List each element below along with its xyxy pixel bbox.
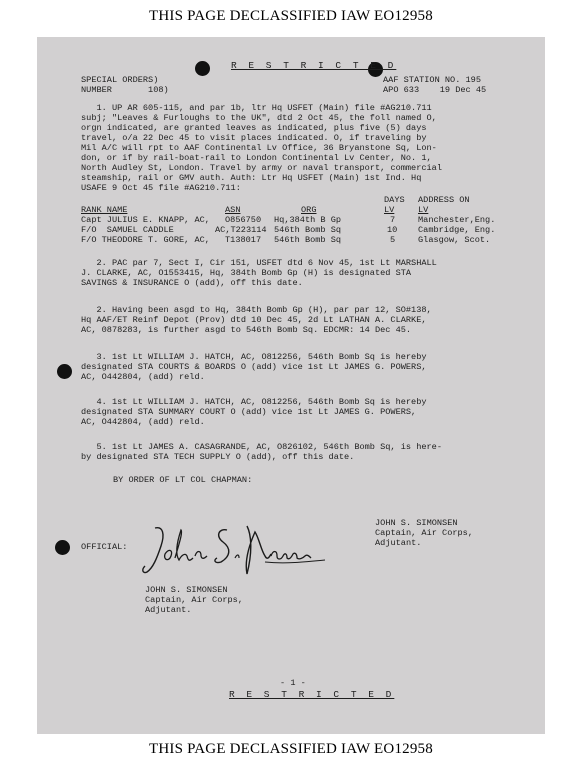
table-cell-org: 546th Bomb Sq <box>274 225 342 235</box>
text-line: Hq AAF/ET Reinf Depot (Prov) dtd 10 Dec 45, 2d Lt LATHAN A. CLARKE, <box>81 315 427 325</box>
table-cell-asn: O856750 <box>225 215 262 225</box>
signer-rank-left: Captain, Air Corps, <box>145 595 243 605</box>
signer-title-left: Adjutant. <box>145 605 192 615</box>
text-line: SAVINGS & INSURANCE O (add), off this date. <box>81 278 303 288</box>
punch-hole <box>57 364 72 379</box>
table-cell-days: 5 <box>390 235 396 245</box>
handwritten-signature <box>135 520 335 582</box>
text-line: travel, o/a 22 Dec 45 to visit places indicated. O, if traveling by <box>81 133 427 143</box>
text-line: orgn indicated, are granted leaves as indicated, plus five (5) days <box>81 123 427 133</box>
text-line: 2. PAC par 7, Sect I, Cir 151, USFET dtd 6 Nov 45, 1st Lt MARSHALL <box>81 258 437 268</box>
table-cell-rank-name: F/O SAMUEL CADDLE <box>81 225 174 235</box>
table-cell-rank-name: Capt JULIUS E. KNAPP, AC, <box>81 215 210 225</box>
orders-number: NUMBER 108) <box>81 85 169 95</box>
declassified-banner-top: THIS PAGE DECLASSIFIED IAW EO12958 <box>149 8 433 24</box>
apo-date: APO 633 19 Dec 45 <box>383 85 487 95</box>
text-line: AC, 0878283, is further asgd to 546th Bomb Sq. EDCMR: 14 Dec 45. <box>81 325 412 335</box>
classification-header: R E S T R I C T E D <box>231 60 397 71</box>
text-line: subj; "Leaves & Furloughs to the UK", dtd 2 Oct 45, the foll named O, <box>81 113 437 123</box>
paragraph-6 <box>81 442 442 462</box>
punch-hole <box>55 540 70 555</box>
official-label: OFFICIAL: <box>81 542 128 552</box>
signer-title-right: Adjutant. <box>375 538 422 548</box>
table-cell-asn: AC,T223114 <box>215 225 267 235</box>
col-asn: ASN <box>225 205 241 215</box>
signer-name-right: JOHN S. SIMONSEN <box>375 518 458 528</box>
punch-hole <box>195 61 210 76</box>
table-cell-address: Manchester,Eng. <box>418 215 496 225</box>
table-cell-org: Hq,384th B Gp <box>274 215 342 225</box>
table-cell-org: 546th Bomb Sq <box>274 235 342 245</box>
page-number: - 1 - <box>280 678 306 688</box>
table-cell-days: 10 <box>387 225 398 235</box>
days-header: DAYS <box>384 195 405 205</box>
text-line: designated STA SUMMARY COURT O (add) vice 1st Lt JAMES G. POWERS, <box>81 407 417 417</box>
paragraph-2 <box>81 258 437 288</box>
station-label: AAF STATION NO. 195 <box>383 75 481 85</box>
text-line: J. CLARKE, AC, O1553415, Hq, 384th Bomb Gp (H) is designated STA <box>81 268 412 278</box>
paragraph-3 <box>81 305 432 335</box>
col-address-lv: LV <box>418 205 429 215</box>
declassified-banner-bottom: THIS PAGE DECLASSIFIED IAW EO12958 <box>149 741 433 757</box>
text-line: AC, O442804, (add) reld. <box>81 372 205 382</box>
text-line: 2. Having been asgd to Hq, 384th Bomb Gp (H), par par 12, SO#138, <box>81 305 432 315</box>
text-line: don, or if by rail-boat-rail to London Continental Lv Center, No. 1, <box>81 153 432 163</box>
table-cell-address: Glasgow, Scot. <box>418 235 491 245</box>
classification-footer: R E S T R I C T E D <box>229 689 395 700</box>
text-line: by designated STA TECH SUPPLY O (add), off this date. <box>81 452 355 462</box>
text-line: North Audley St, London. Travel by army or naval transport, commercial <box>81 163 442 173</box>
paragraph-5 <box>81 397 427 427</box>
table-cell-asn: T138017 <box>225 235 262 245</box>
paragraph-1 <box>81 103 442 193</box>
text-line: 4. 1st Lt WILLIAM J. HATCH, AC, O812256, 546th Bomb Sq is hereby <box>81 397 427 407</box>
table-cell-rank-name: F/O THEODORE T. GORE, AC, <box>81 235 210 245</box>
col-days-lv: LV <box>384 205 395 215</box>
paragraph-4 <box>81 352 427 382</box>
table-cell-days: 7 <box>390 215 396 225</box>
text-line: designated STA COURTS & BOARDS O (add) vice 1st Lt JAMES G. POWERS, <box>81 362 427 372</box>
signer-rank-right: Captain, Air Corps, <box>375 528 473 538</box>
table-cell-address: Cambridge, Eng. <box>418 225 496 235</box>
text-line: 1. UP AR 605-115, and par 1b, ltr Hq USFET (Main) file #AG210.711 <box>81 103 432 113</box>
text-line: Mil A/C will rpt to AAF Continental Lv Office, 36 Bryanstone Sq, Lon- <box>81 143 437 153</box>
text-line: 5. 1st Lt JAMES A. CASAGRANDE, AC, O826102, 546th Bomb Sq, is here- <box>81 442 442 452</box>
col-rank-name: RANK NAME <box>81 205 128 215</box>
text-line: 3. 1st Lt WILLIAM J. HATCH, AC, O812256, 546th Bomb Sq is hereby <box>81 352 427 362</box>
document-page <box>37 37 545 734</box>
text-line: AC, O442804, (add) reld. <box>81 417 205 427</box>
by-order-line: BY ORDER OF LT COL CHAPMAN: <box>113 475 253 485</box>
signer-name-left: JOHN S. SIMONSEN <box>145 585 228 595</box>
text-line: USAFE 9 Oct 45 file #AG210.711: <box>81 183 241 193</box>
text-line: steamship, rail or GMV auth. Auth: Ltr Hq USFET (Main) 1st Ind. Hq <box>81 173 422 183</box>
col-org: ORG <box>301 205 317 215</box>
special-orders-label: SPECIAL ORDERS) <box>81 75 159 85</box>
address-header: ADDRESS ON <box>418 195 470 205</box>
